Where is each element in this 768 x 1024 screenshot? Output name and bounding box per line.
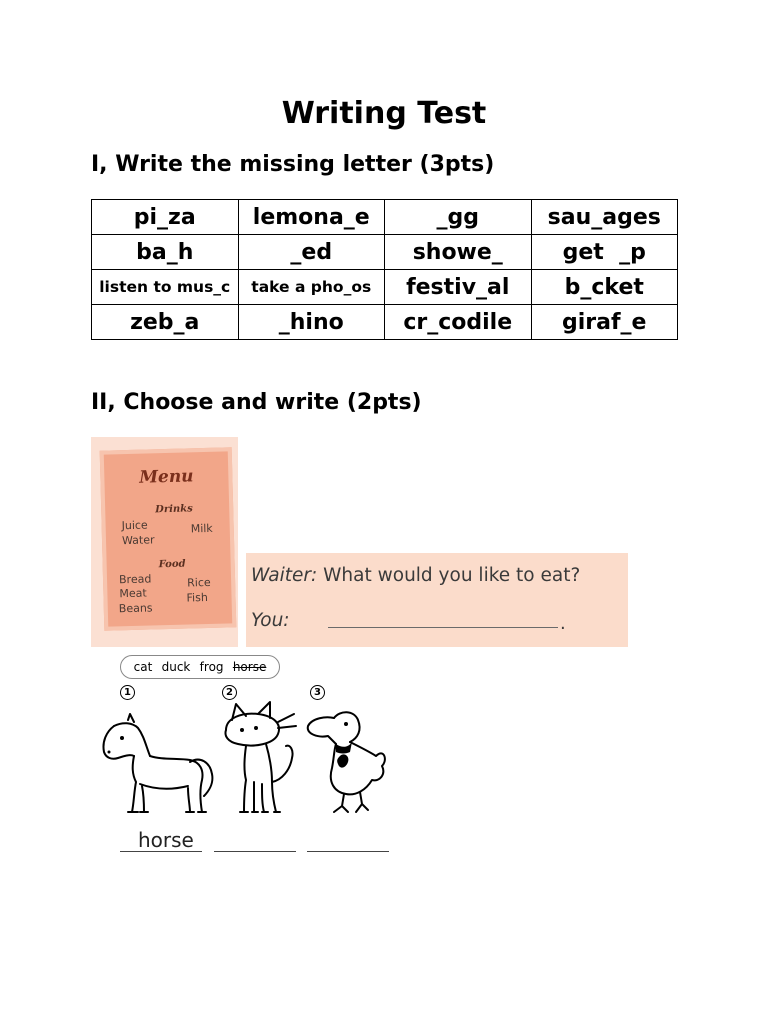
table-cell: _hino — [238, 305, 385, 340]
page-title: Writing Test — [281, 96, 487, 131]
cat-icon — [218, 700, 300, 820]
number-badge: 1 — [120, 685, 135, 700]
menu-item: Fish — [186, 590, 209, 605]
waiter-speaker: Waiter: — [251, 565, 318, 586]
you-speaker: You: — [251, 610, 290, 631]
table-cell: pi_za — [92, 200, 239, 235]
number-badge: 2 — [222, 685, 237, 700]
number-badge: 3 — [310, 685, 325, 700]
menu-item: Bread — [118, 572, 152, 587]
menu-item: Milk — [190, 521, 213, 536]
table-cell: take a pho_os — [238, 270, 385, 305]
table-cell: festiv_al — [385, 270, 532, 305]
end-mark: . — [560, 613, 566, 634]
horse-icon — [100, 712, 218, 824]
menu-title: Menu — [138, 466, 194, 488]
drinks-label: Drinks — [155, 503, 193, 516]
answer-line-2[interactable] — [214, 851, 296, 852]
menu-item: Meat — [119, 586, 147, 601]
food-label: Food — [158, 558, 186, 571]
missing-letter-table — [91, 199, 678, 340]
word-bank — [120, 655, 280, 679]
word-bank-item: duck — [161, 660, 191, 674]
table-cell: listen to mus_c — [92, 270, 239, 305]
table-row — [92, 305, 678, 340]
table-cell: ba_h — [92, 235, 239, 270]
table-cell: b_cket — [531, 270, 678, 305]
table-row — [92, 270, 678, 305]
section-2-heading: II, Choose and write (2pts) — [91, 390, 422, 415]
table-row — [92, 235, 678, 270]
menu-item: Juice — [121, 518, 148, 533]
you-line — [251, 610, 290, 631]
table-cell: sau_ages — [531, 200, 678, 235]
menu-item: Water — [121, 533, 155, 548]
menu-item: Rice — [186, 575, 211, 590]
table-cell: zeb_a — [92, 305, 239, 340]
word-bank-item: cat — [133, 660, 153, 674]
table-cell: get _p — [531, 235, 678, 270]
answer-blank[interactable] — [328, 627, 558, 628]
waiter-line — [251, 565, 580, 586]
table-cell: giraf_e — [531, 305, 678, 340]
word-bank-item: frog — [199, 660, 224, 674]
waiter-question: What would you like to eat? — [323, 565, 581, 586]
table-cell: showe_ — [385, 235, 532, 270]
answer-line-1[interactable] — [120, 851, 202, 852]
example-answer: horse — [138, 828, 194, 852]
word-bank-item: horse — [232, 660, 267, 674]
table-cell: lemona_e — [238, 200, 385, 235]
table-cell: _ed — [238, 235, 385, 270]
table-cell: cr_codile — [385, 305, 532, 340]
table-cell: _gg — [385, 200, 532, 235]
dialog-box — [246, 553, 628, 647]
section-1-heading: I, Write the missing letter (3pts) — [91, 152, 495, 177]
menu-card — [100, 447, 237, 630]
menu-item: Beans — [118, 601, 153, 616]
answer-line-3[interactable] — [307, 851, 389, 852]
duck-icon — [304, 708, 390, 820]
table-row — [92, 200, 678, 235]
